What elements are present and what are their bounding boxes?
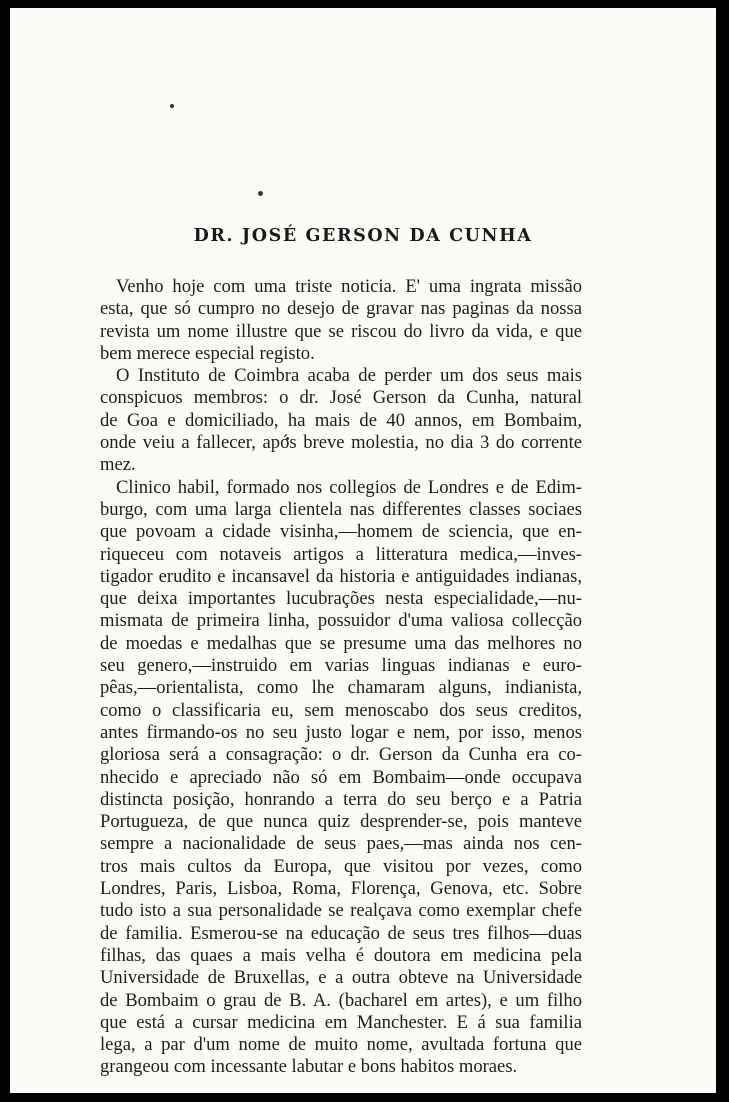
text-line: de Bombaim o grau de B. A. (bacharel em artes), e um filho (100, 989, 582, 1011)
text-line: onde veiu a fallecer, após breve molestia, no dia 3 do corrente (100, 432, 582, 454)
text-line: riqueceu com notaveis artigos a litteratura medica,—inves- (100, 543, 582, 565)
text-line: tigador erudito e incansavel da historia e antiguidades indianas, (100, 565, 582, 587)
text-line: esta, que só cumpro no desejo de gravar nas paginas da nossa (100, 298, 582, 320)
text-line: de Goa e domiciliado, ha mais de 40 annos, em Bombaim, (100, 409, 582, 431)
text-line: Clinico habil, formado nos collegios de Londres e de Edim- (116, 476, 582, 498)
text-line: pêas,—orientalista, como lhe chamaram alguns, indianista, (100, 677, 582, 699)
text-line: bem merece especial registo. (100, 342, 315, 364)
text-line: filhas, das quaes a mais velha é doutora em medicina pela (100, 944, 582, 966)
text-line: que está a cursar medicina em Manchester. E á sua familia (100, 1011, 582, 1033)
text-line: Venho hoje com uma triste noticia. E' uma ingrata missão (116, 276, 582, 297)
text-line: Portugueza, de que nunca quiz desprender-se, pois manteve (100, 811, 582, 833)
ink-speck (258, 191, 263, 196)
text-line: tudo isto a sua personalidade se realçava como exemplar chefe (100, 900, 582, 922)
text-line: nhecido e apreciado não só em Bombaim—onde occupava (100, 766, 582, 788)
text-line: gloriosa será a consagração: o dr. Gerson da Cunha era co- (100, 744, 582, 766)
text-line: que povoam a cidade visinha,—homem de sciencia, que en- (100, 521, 582, 543)
text-line: conspicuos membros: o dr. José Gerson da Cunha, natural (100, 387, 582, 409)
text-line: mismata de primeira linha, possuidor d'uma valiosa collecção (100, 610, 582, 632)
text-line: Londres, Paris, Lisboa, Roma, Florença, Genova, etc. Sobre (100, 878, 582, 900)
text-line: mez. (100, 454, 136, 476)
text-line: sempre a nacionalidade de seus paes,—mas ainda nos cen- (100, 833, 582, 855)
scanned-page (10, 8, 716, 1093)
text-line: O Instituto de Coimbra acaba de perder um dos seus mais (116, 365, 582, 387)
text-line: Universidade de Bruxellas, e a outra obteve na Universidade (100, 967, 582, 989)
text-line: de moedas e medalhas que se presume uma das melhores no (100, 632, 582, 654)
text-line: distincta posição, honrando a terra do seu berço e a Patria (100, 788, 582, 810)
text-line: de familia. Esmerou-se na educação de seus tres filhos—duas (100, 922, 582, 944)
show-through-texture (120, 128, 610, 228)
text-line: lega, a par d'um nome de muito nome, avultada fortuna que (100, 1034, 582, 1056)
text-line: seu genero,—instruido em varias linguas indianas e euro- (100, 655, 582, 677)
text-line: grangeou com incessante labutar e bons habitos moraes. (100, 1056, 518, 1078)
text-line: tros mais cultos da Europa, que visitou por vezes, como (100, 855, 582, 877)
text-line: como o classificaria eu, sem menoscabo dos seus creditos, (100, 699, 582, 721)
text-line: revista um nome illustre que se riscou do livro da vida, e que (100, 320, 582, 342)
text-line: burgo, com uma larga clientela nas differentes classes sociaes (100, 498, 582, 520)
ink-speck (170, 104, 174, 108)
text-line: que deixa importantes lucubrações nesta especialidade,—nu- (100, 588, 582, 610)
article-body (100, 276, 582, 1079)
text-line: antes firmando-os no seu justo logar e nem, por isso, menos (100, 721, 582, 743)
article-title: DR. JOSÉ GERSON DA CUNHA (193, 226, 533, 246)
